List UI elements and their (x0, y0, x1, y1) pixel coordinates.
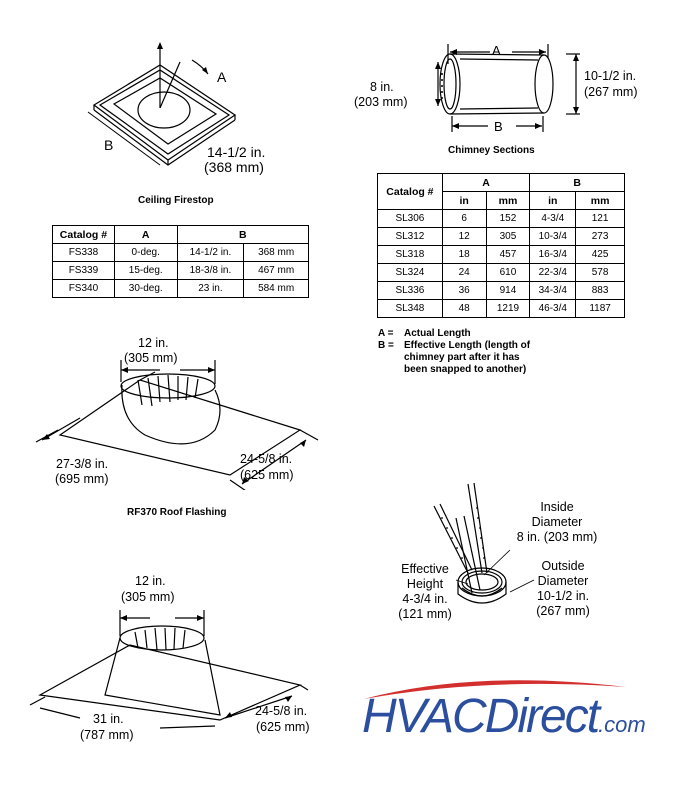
table-cell: FS339 (53, 262, 115, 280)
table-cell: 14-1/2 in. (177, 244, 244, 262)
table-cell: 24 (442, 264, 486, 282)
table-row (378, 282, 625, 300)
note-key: B = (378, 340, 394, 351)
table-cell: SL318 (378, 246, 443, 264)
table-cell: 425 (576, 246, 625, 264)
table-row (378, 264, 625, 282)
chimney-subheader-in: in (530, 192, 576, 210)
table-cell: 30-deg. (114, 280, 177, 298)
label-line: Height (406, 577, 444, 591)
logo-text (362, 689, 646, 744)
table-cell: 10-3/4 (530, 228, 576, 246)
table-cell: 610 (486, 264, 530, 282)
table-row (378, 210, 625, 228)
firestop-header-a: A (114, 226, 177, 244)
table-cell: 152 (486, 210, 530, 228)
flashing2-top-mm: (305 mm) (121, 590, 175, 604)
chimney-subheader-mm: mm (576, 192, 625, 210)
label-line: 4-3/4 in. (402, 592, 448, 606)
table-cell: FS340 (53, 280, 115, 298)
table-row (378, 228, 625, 246)
table-cell: 36 (442, 282, 486, 300)
flashing2-top-in: 12 in. (135, 574, 166, 588)
table-cell: 0-deg. (114, 244, 177, 262)
hvacdirect-logo (356, 675, 646, 755)
table-cell: FS338 (53, 244, 115, 262)
table-cell: SL306 (378, 210, 443, 228)
flashing2-right-mm: (625 mm) (256, 720, 310, 734)
table-cell: 18 (442, 246, 486, 264)
table-cell: 46-3/4 (530, 300, 576, 318)
note-key: A = (378, 328, 394, 339)
firestop-dim-a: A (217, 69, 227, 85)
table-cell: 883 (576, 282, 625, 300)
chimney-header-catalog: Catalog # (378, 174, 443, 210)
label-line: Inside (540, 500, 574, 514)
table-cell: 273 (576, 228, 625, 246)
flashing-top-in: 12 in. (138, 336, 169, 350)
firestop-table (52, 225, 309, 298)
firestop-dim-b: B (104, 137, 114, 153)
table-cell: 578 (576, 264, 625, 282)
table-row (53, 280, 309, 298)
flashing-right-mm: (625 mm) (240, 468, 294, 482)
label-line: (267 mm) (536, 604, 590, 618)
flashing2-left-in: 31 in. (93, 712, 124, 726)
table-cell: 15-deg. (114, 262, 177, 280)
table-cell: 34-3/4 (530, 282, 576, 300)
table-cell: 23 in. (177, 280, 244, 298)
logo-suffix: .com (598, 712, 646, 737)
table-cell: 1187 (576, 300, 625, 318)
note-text: Actual Length (404, 328, 471, 339)
flashing-caption: RF370 Roof Flashing (127, 507, 227, 518)
table-cell: 305 (486, 228, 530, 246)
table-cell: SL348 (378, 300, 443, 318)
label-line: 8 in. (203 mm) (516, 530, 598, 544)
table-cell: SL312 (378, 228, 443, 246)
label-line: (121 mm) (398, 607, 452, 621)
note-text: Effective Length (length of (404, 340, 531, 351)
table-cell: 18-3/8 in. (177, 262, 244, 280)
note-text: been snapped to another) (404, 364, 527, 375)
chimney-outer-mm: (267 mm) (584, 85, 638, 99)
chimney-caption: Chimney Sections (448, 145, 535, 156)
table-cell: 457 (486, 246, 530, 264)
firestop-header-catalog: Catalog # (53, 226, 115, 244)
chimney-inner-in: 8 in. (370, 80, 394, 94)
chimney-inner-mm: (203 mm) (354, 95, 408, 109)
chimney-outer-in: 10-1/2 in. (584, 69, 637, 83)
chimney-subheader-in: in (442, 192, 486, 210)
table-cell: 6 (442, 210, 486, 228)
table-cell: 4-3/4 (530, 210, 576, 228)
flashing-right-in: 24-5/8 in. (240, 452, 293, 466)
table-row (378, 246, 625, 264)
table-cell: 584 mm (244, 280, 309, 298)
chimney-header-a: A (442, 174, 530, 192)
table-row (53, 262, 309, 280)
table-cell: 12 (442, 228, 486, 246)
flashing2-left-mm: (787 mm) (80, 728, 134, 742)
chimney-notes (378, 328, 530, 376)
label-line: 10-1/2 in. (536, 589, 590, 603)
table-cell: 1219 (486, 300, 530, 318)
firestop-caption: Ceiling Firestop (138, 195, 214, 206)
chimney-drawing (420, 40, 595, 140)
firestop-size-in: 14-1/2 in. (207, 144, 266, 160)
label-line: Diameter (537, 574, 589, 588)
table-cell: SL336 (378, 282, 443, 300)
table-cell: SL324 (378, 264, 443, 282)
firestop-size-mm: (368 mm) (204, 159, 264, 175)
table-row (53, 244, 309, 262)
label-line: Effective (401, 562, 449, 576)
table-cell: 121 (576, 210, 625, 228)
flashing-top-mm: (305 mm) (124, 351, 178, 365)
chimney-dim-b: B (494, 119, 503, 134)
label-line: Diameter (531, 515, 583, 529)
chimney-header-b: B (530, 174, 625, 192)
note-key (378, 352, 404, 364)
flashing-left-mm: (695 mm) (55, 472, 109, 486)
table-cell: 368 mm (244, 244, 309, 262)
chimney-table (377, 173, 625, 318)
label-line: Outside (541, 559, 585, 573)
table-cell: 467 mm (244, 262, 309, 280)
elbow-leader-lines (440, 520, 560, 620)
table-cell: 48 (442, 300, 486, 318)
flashing-left-in: 27-3/8 in. (56, 457, 109, 471)
table-cell: 22-3/4 (530, 264, 576, 282)
note-text: chimney part after it has (404, 352, 520, 363)
table-cell: 16-3/4 (530, 246, 576, 264)
flashing2-right-in: 24-5/8 in. (255, 704, 308, 718)
chimney-dim-a: A (492, 43, 501, 58)
firestop-header-b: B (177, 226, 308, 244)
table-cell: 914 (486, 282, 530, 300)
chimney-subheader-mm: mm (486, 192, 530, 210)
note-key (378, 364, 404, 376)
logo-main: HVACDirect (362, 690, 599, 743)
table-row (378, 300, 625, 318)
